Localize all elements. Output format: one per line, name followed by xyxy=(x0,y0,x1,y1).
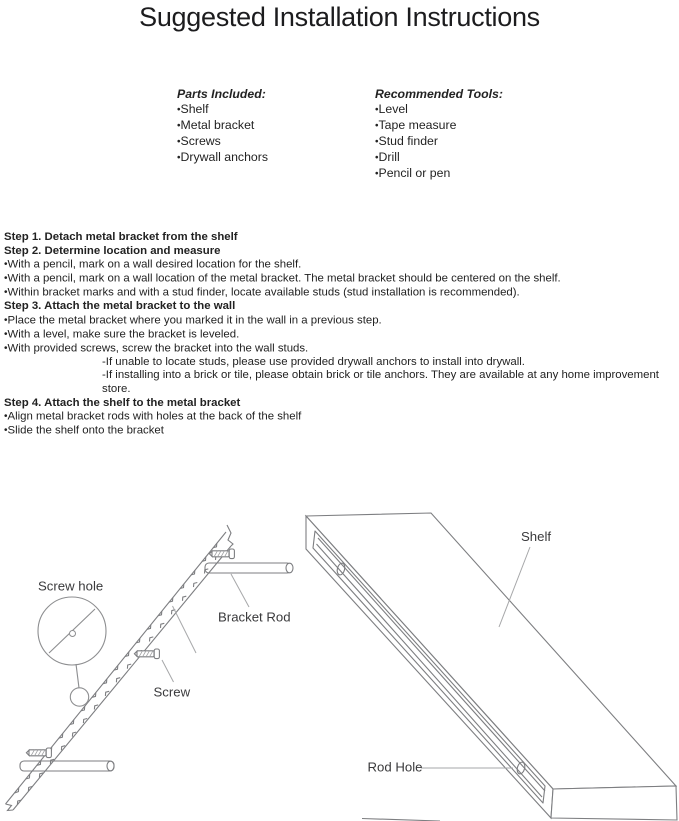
screw-bottom xyxy=(26,748,51,758)
step-heading: Step 2. Determine location and measure xyxy=(4,244,221,257)
step-line: •Slide the shelf onto the bracket xyxy=(4,424,164,437)
step-heading: Step 1. Detach metal bracket from the shelf xyxy=(4,231,238,243)
magnifier-connector xyxy=(76,664,79,688)
page-title: Suggested Installation Instructions xyxy=(139,2,540,32)
installation-diagram xyxy=(0,480,679,821)
shelf-label: Shelf xyxy=(521,529,552,544)
recommended-tools-heading: Recommended Tools: xyxy=(375,87,503,101)
parts-included-items xyxy=(177,102,268,166)
step-line: •With a pencil, mark on a wall location of the metal bracket. The metal bracket should be centered on the shelf. xyxy=(4,272,561,285)
step-line: •Within bracket marks and with a stud finder, locate available studs (stud installation is recommended). xyxy=(4,286,520,299)
bracket-rod-label: Bracket Rod xyxy=(218,609,291,625)
parts-included-list xyxy=(177,87,268,166)
list-item: •Tape measure xyxy=(375,118,457,133)
metal-bracket-drawing xyxy=(6,525,294,811)
bracket-rod-top xyxy=(205,563,293,573)
step-line: •With a level, make sure the bracket is leveled. xyxy=(4,328,240,341)
screw-top xyxy=(209,549,234,559)
screw-hole-magnifier xyxy=(38,597,106,706)
list-item: •Drywall anchors xyxy=(177,150,268,165)
step-heading: Step 3. Attach the metal bracket to the wall xyxy=(4,300,236,313)
step-line: •Align metal bracket rods with holes at the back of the shelf xyxy=(4,410,302,423)
step-line: •With a pencil, mark on a wall desired location for the shelf. xyxy=(4,258,302,271)
step-line: •With provided screws, screw the bracket into the wall studs. xyxy=(4,342,309,355)
recommended-tools-list xyxy=(375,87,503,182)
list-item: •Level xyxy=(375,102,408,117)
step-line: -If installing into a brick or tile, please obtain brick or tile anchors. They are available at any home improvement store. xyxy=(102,369,659,396)
step-line: •Place the metal bracket where you marked it in the wall in a previous step. xyxy=(4,314,382,327)
list-item: •Metal bracket xyxy=(177,118,255,133)
shelf-end-face xyxy=(551,786,677,820)
recommended-tools-items xyxy=(375,102,503,182)
screw-hole-label: Screw hole xyxy=(38,578,104,594)
screw-label: Screw xyxy=(153,684,191,700)
bracket-break-bottom xyxy=(6,804,14,811)
screw-hole-detail xyxy=(70,631,76,637)
list-item: •Pencil or pen xyxy=(375,166,451,181)
step-line: -If unable to locate studs, please use provided drywall anchors to install into drywall. xyxy=(102,355,525,368)
list-item: •Drill xyxy=(375,150,400,165)
installation-steps xyxy=(4,231,678,438)
parts-included-heading: Parts Included: xyxy=(177,87,266,101)
bracket-break-top xyxy=(227,525,233,546)
screw-hole-highlight-circle xyxy=(70,688,88,706)
bracket-rod-leader-line xyxy=(231,574,249,607)
rod-hole-label: Rod Hole xyxy=(367,759,423,775)
bracket-leader-line xyxy=(173,606,197,653)
screw-middle xyxy=(134,649,159,659)
list-item: •Screws xyxy=(177,134,221,149)
list-item: •Stud finder xyxy=(375,134,438,149)
step-heading: Step 4. Attach the shelf to the metal bracket xyxy=(4,396,241,409)
list-item: •Shelf xyxy=(177,102,209,117)
screw-leader-line xyxy=(162,660,174,682)
shelf-drawing xyxy=(306,513,677,821)
